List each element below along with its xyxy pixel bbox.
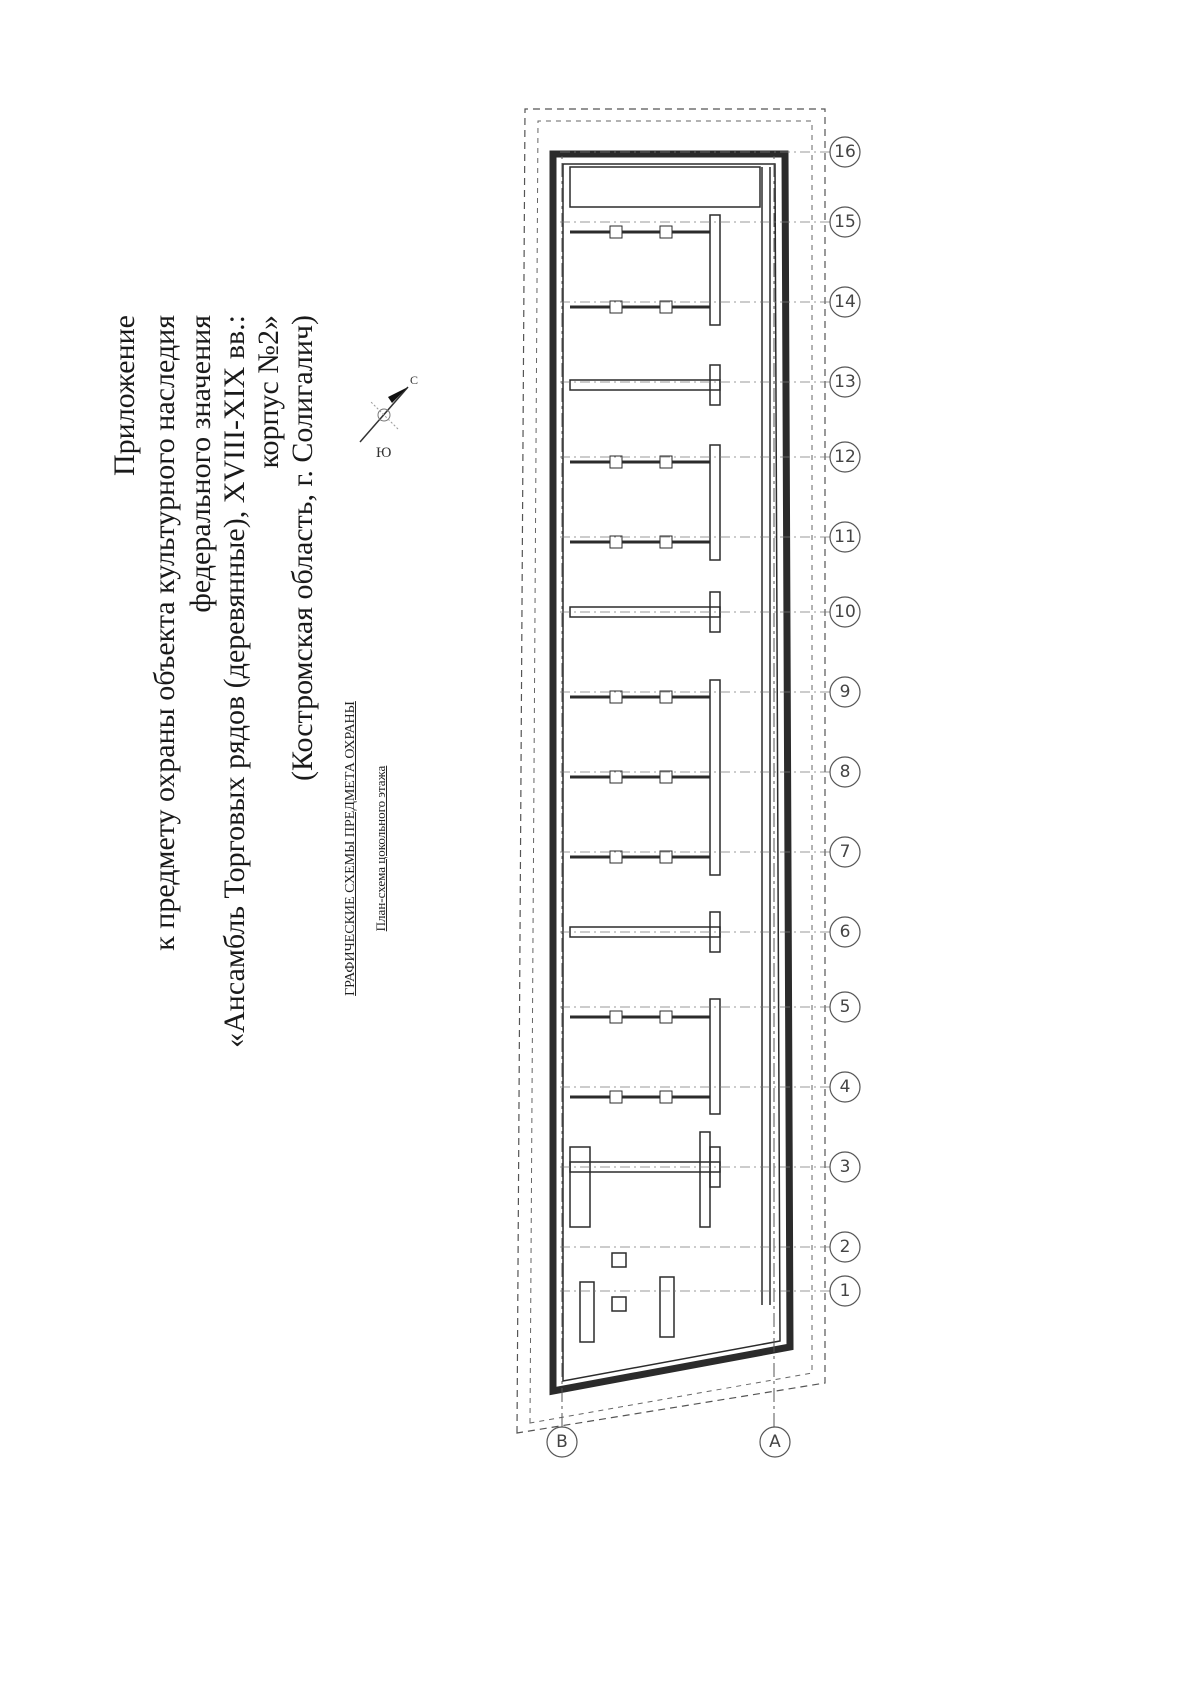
axis-number-label: 4 bbox=[839, 1077, 851, 1097]
partition bbox=[700, 1132, 710, 1227]
column-line-axis-12 bbox=[570, 456, 710, 468]
header-line-location: (Костромская область, г. Солигалич) bbox=[286, 315, 319, 781]
axis-number-label: 3 bbox=[839, 1157, 851, 1177]
pillar bbox=[612, 1297, 626, 1311]
axis-marker-a bbox=[760, 1427, 790, 1457]
axis-number-label: 12 bbox=[834, 447, 856, 467]
axis-number-label: 5 bbox=[839, 997, 851, 1017]
pillar bbox=[612, 1253, 626, 1267]
axis-number-label: 2 bbox=[839, 1237, 851, 1257]
column-line-axis-4 bbox=[570, 1091, 710, 1103]
cross-wall-axis-13 bbox=[570, 365, 720, 405]
axis-number-label: 11 bbox=[834, 527, 856, 547]
axis-number-label: 13 bbox=[834, 372, 856, 392]
column-line-axis-9 bbox=[570, 691, 710, 703]
header-line-building: корпус №2» bbox=[252, 315, 285, 469]
column-line-axis-11 bbox=[570, 536, 710, 548]
end-wall-segment bbox=[570, 1147, 590, 1227]
header-line-federal: федерального значения bbox=[184, 315, 217, 613]
axis-number-label: 7 bbox=[839, 842, 851, 862]
column-line-axis-8 bbox=[570, 771, 710, 783]
end-wall-segment bbox=[660, 1277, 674, 1337]
axis-number-label: 6 bbox=[839, 922, 851, 942]
header-line-appendix: Приложение bbox=[108, 315, 141, 477]
axis-number-label: 14 bbox=[834, 292, 856, 312]
axis-number-label: 16 bbox=[834, 142, 856, 162]
column-line-axis-15 bbox=[570, 226, 710, 238]
compass-icon bbox=[360, 373, 418, 461]
column-line-axis-14 bbox=[570, 301, 710, 313]
north-end-room bbox=[570, 167, 760, 207]
axis-number-label: 15 bbox=[834, 212, 856, 232]
compass-south-label: Ю bbox=[376, 445, 392, 461]
header-line-ensemble: «Ансамбль Торговых рядов (деревянные), XVIII-XIX вв.: bbox=[218, 315, 251, 1048]
column-line-axis-7 bbox=[570, 851, 710, 863]
axis-number-label: 9 bbox=[839, 682, 851, 702]
axis-marker-b bbox=[547, 1427, 577, 1457]
axis-letter-a: А bbox=[769, 1432, 781, 1452]
header-line-subject: к предмету охраны объекта культурного наследия bbox=[148, 315, 181, 951]
axis-number-label: 8 bbox=[839, 762, 851, 782]
column-line-axis-5 bbox=[570, 1011, 710, 1023]
axis-letter-b: В bbox=[556, 1432, 568, 1452]
plan-title: ГРАФИЧЕСКИЕ СХЕМЫ ПРЕДМЕТА ОХРАНЫ bbox=[343, 701, 358, 996]
compass-north-label: С bbox=[410, 373, 419, 387]
axis-number-label: 10 bbox=[834, 602, 856, 622]
axis-number-label: 1 bbox=[839, 1281, 851, 1301]
beam-sections bbox=[710, 215, 720, 1114]
plan-subtitle: План-схема цокольного этажа bbox=[373, 765, 388, 932]
